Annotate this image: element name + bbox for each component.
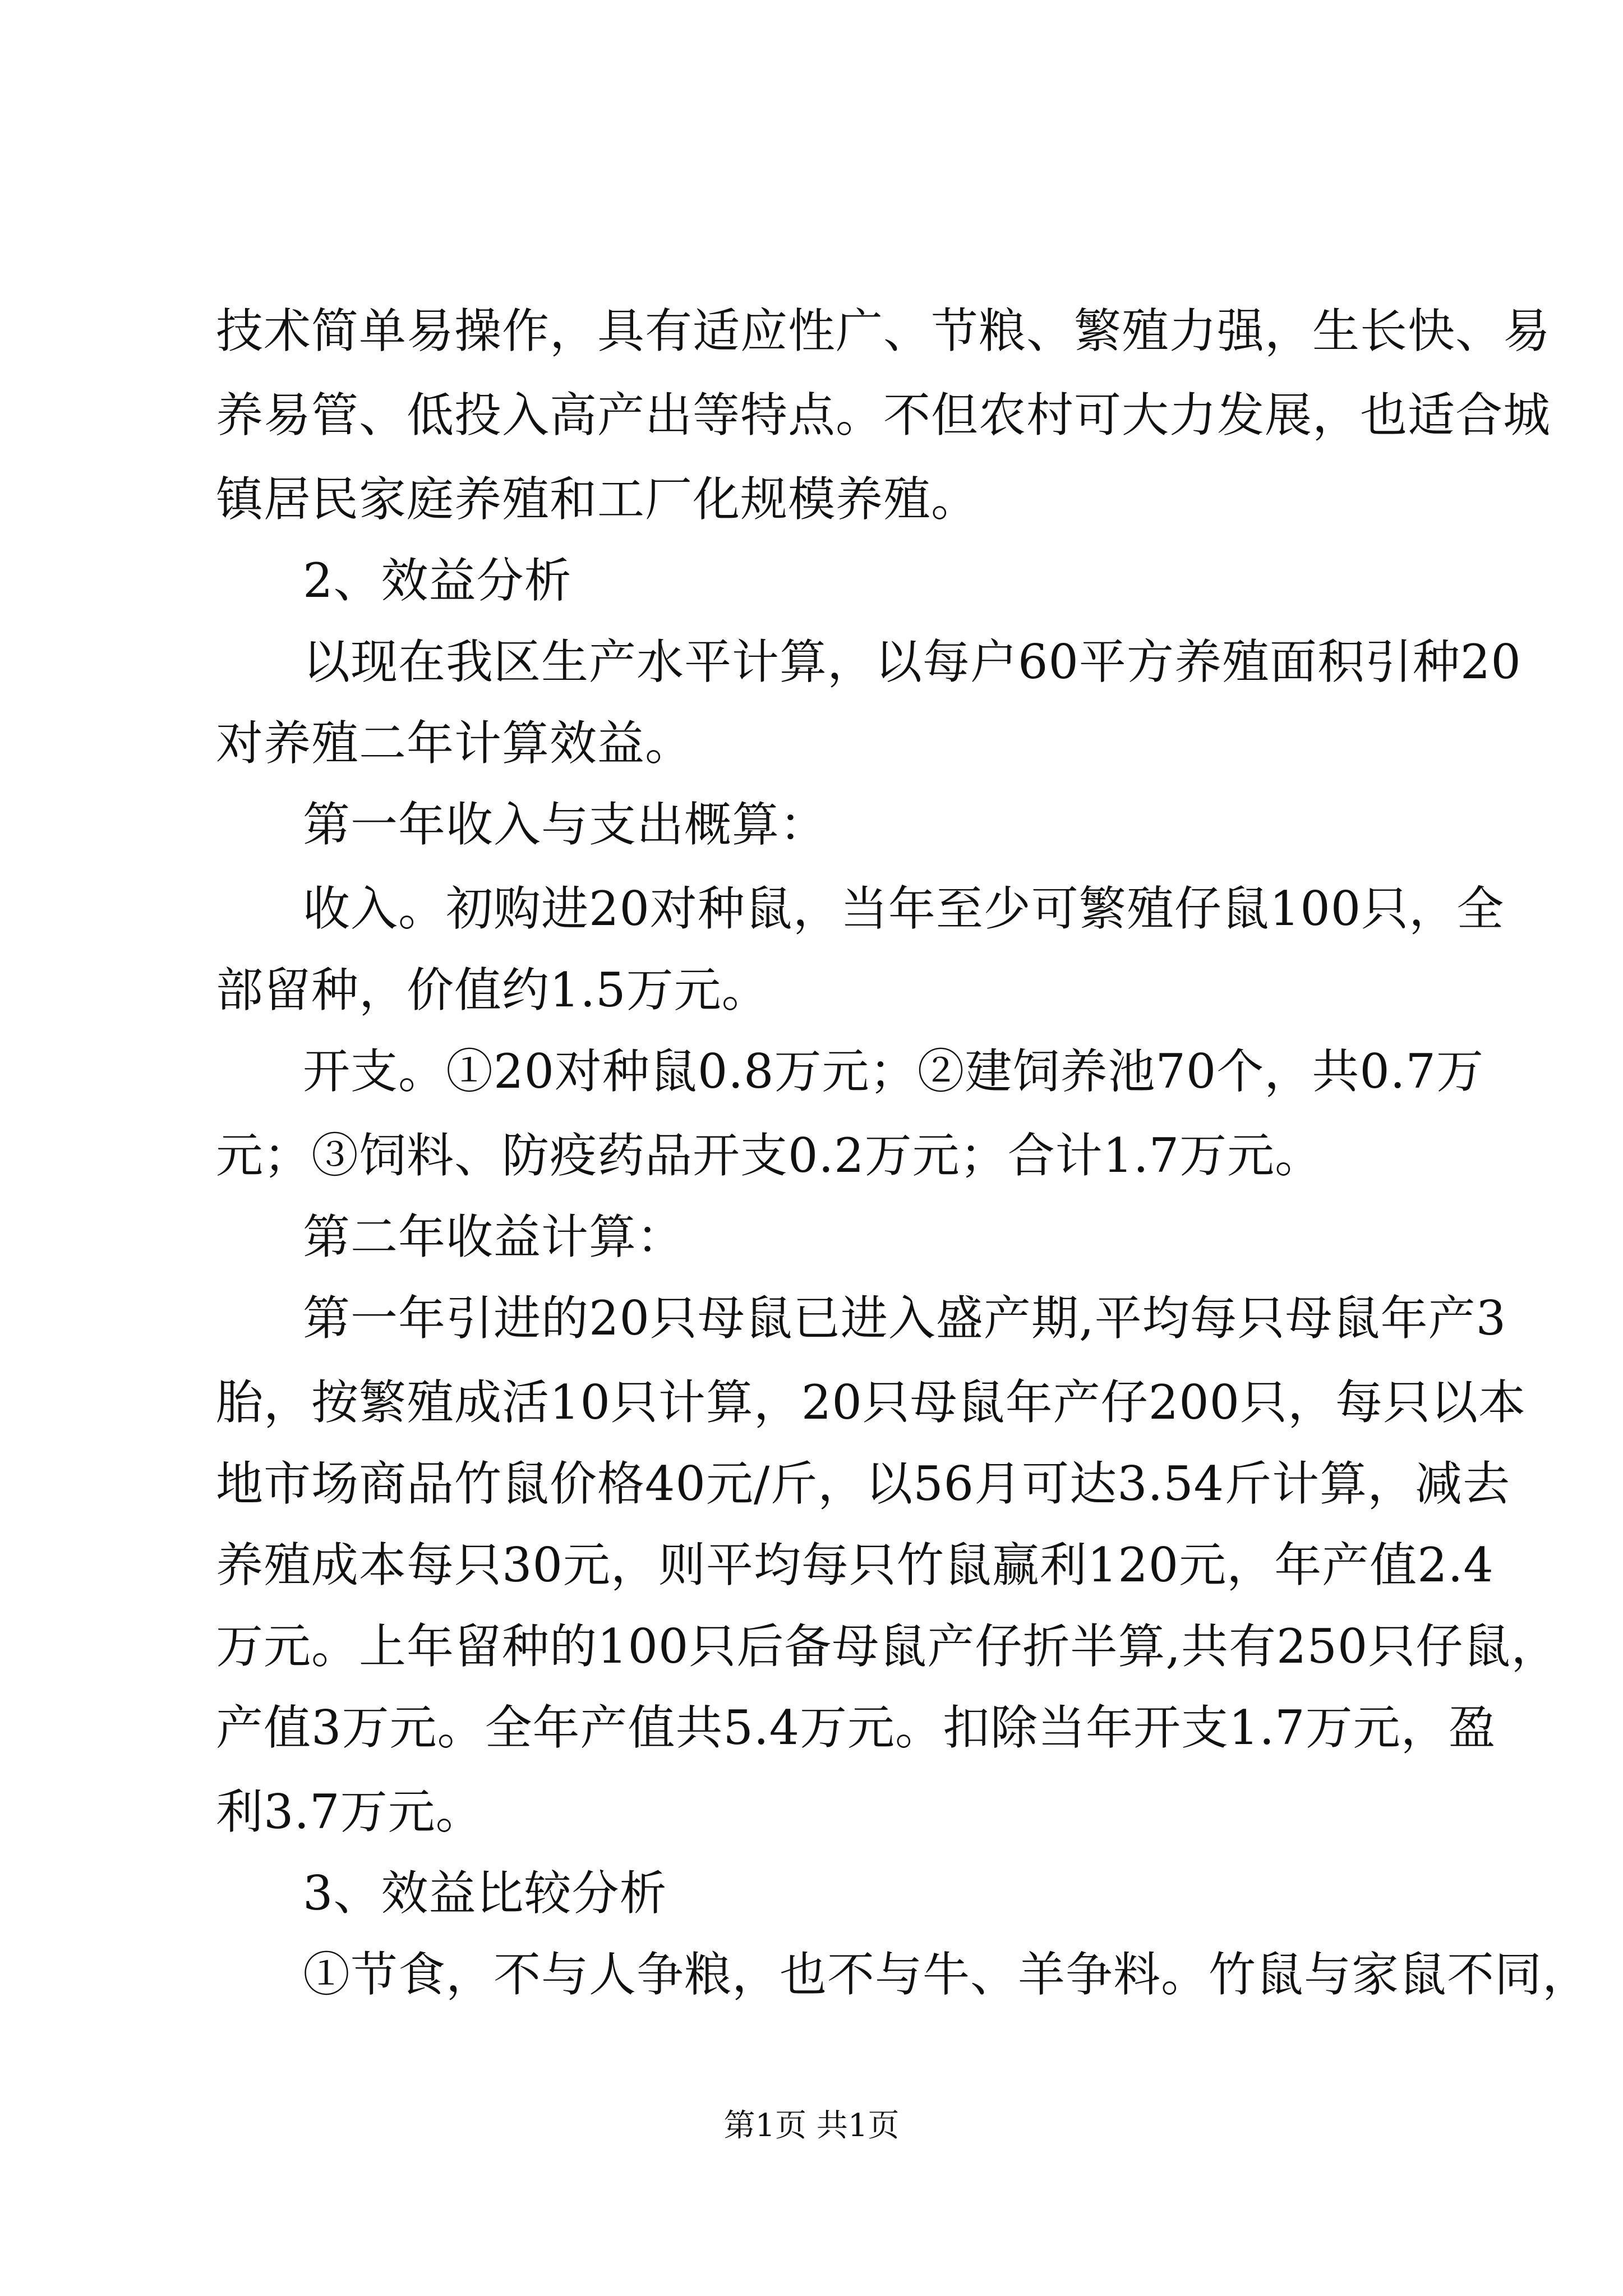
text-line-16: 养殖成本每只30元，则平均每只竹鼠赢利120元，年产值2.4 xyxy=(216,1538,1494,1593)
subheading-first-year: 第一年收入与支出概算： xyxy=(303,797,828,852)
section-heading-comparison: 3、效益比较分析 xyxy=(303,1866,667,1921)
page-footer: 第1页 共1页 xyxy=(723,2108,900,2144)
text-line-13: 第一年引进的20只母鼠已进入盛产期,平均每只母鼠年产3 xyxy=(303,1291,1507,1346)
text-line-14: 胎，按繁殖成活10只计算，20只母鼠年产仔200只，每只以本 xyxy=(216,1375,1527,1430)
text-line-15: 地市场商品竹鼠价格40元/斤，以56月可达3.54斤计算，减去 xyxy=(216,1456,1511,1511)
text-line-1: 技术简单易操作，具有适应性广、节粮、繁殖力强，生长快、易 xyxy=(216,303,1551,358)
section-heading-benefit-analysis: 2、效益分析 xyxy=(303,553,572,608)
text-line-21: ①节食，不与人争粮，也不与牛、羊争料。竹鼠与家鼠不同， xyxy=(303,1947,1590,2002)
text-line-9: 部留种，价值约1.5万元。 xyxy=(216,963,769,1018)
text-line-2: 养易管、低投入高产出等特点。不但农村可大力发展，也适合城 xyxy=(216,388,1551,443)
text-line-19: 利3.7万元。 xyxy=(216,1784,483,1839)
text-line-6: 对养殖二年计算效益。 xyxy=(216,716,693,771)
text-line-5: 以现在我区生产水平计算，以每户60平方养殖面积引种20 xyxy=(303,634,1521,689)
subheading-second-year: 第二年收益计算： xyxy=(303,1209,685,1264)
text-line-8: 收入。初购进20对种鼠，当年至少可繁殖仔鼠100只，全 xyxy=(303,881,1505,936)
text-line-10: 开支。①20对种鼠0.8万元；②建饲养池70个，共0.7万 xyxy=(303,1044,1484,1099)
text-line-18: 产值3万元。全年产值共5.4万元。扣除当年开支1.7万元，盈 xyxy=(216,1700,1496,1755)
text-line-17: 万元。上年留种的100只后备母鼠产仔折半算,共有250只仔鼠， xyxy=(216,1619,1559,1674)
text-line-3: 镇居民家庭养殖和工厂化规模养殖。 xyxy=(216,472,979,527)
text-line-11: 元；③饲料、防疫药品开支0.2万元；合计1.7万元。 xyxy=(216,1128,1323,1183)
